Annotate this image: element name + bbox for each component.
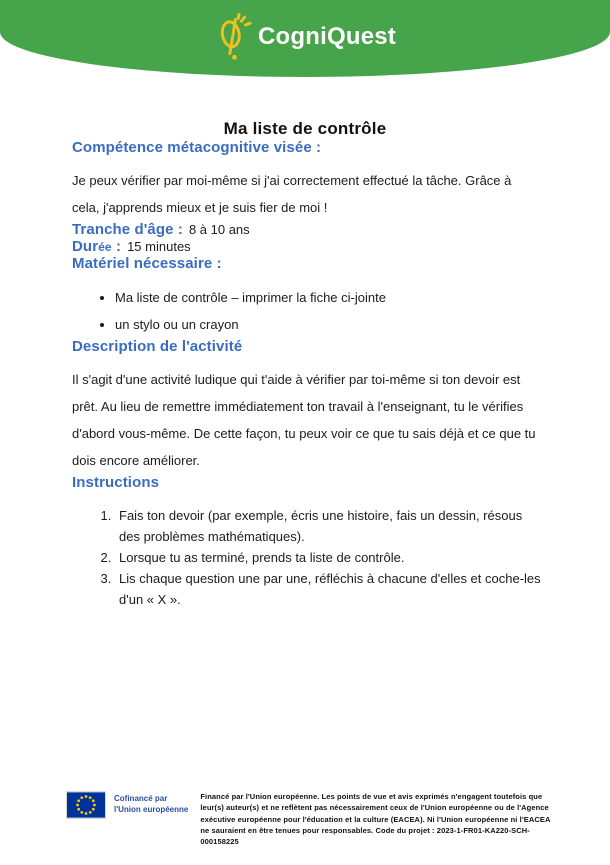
competence-text: Je peux vérifier par moi-même si j'ai correctement effectué la tâche. Grâce à cela, j'apprends mieux et je suis fier de moi !: [72, 173, 512, 215]
page-title: Ma liste de contrôle: [223, 119, 387, 138]
funding-disclaimer: Financé par l'Union européenne. Les points de vue et avis exprimés n'engagent toutefois que leur(s) auteur(s) et ne reflètent pas nécessairement ceux de l'Union européenne ou de l'Agence exécutive européenne pour l'éducation et la culture (EACEA). Ni l'Union européenne ni l'EACEA ne sauraient en être tenues pour responsables. Code du projet : 2023-1-FR01-KA220-SCH-000158225: [200, 792, 551, 846]
list-item: 2. Lorsque tu as terminé, prends ta liste de contrôle.: [115, 547, 542, 568]
brand-name: CogniQuest: [258, 22, 396, 50]
sprout-lightbulb-icon: [214, 13, 254, 61]
list-item: 3. Lis chaque question une par une, réfléchis à chacune d'elles et coche-les d'un « X ».: [115, 568, 542, 610]
section-heading-duration: [72, 238, 542, 255]
eu-flag-icon: [66, 791, 106, 819]
section-heading-description: Description de l'activité: [72, 338, 243, 355]
section-heading-instructions: Instructions: [72, 474, 160, 491]
eu-funding-footer: [66, 791, 554, 847]
document-body: [0, 139, 610, 610]
section-heading-competence: Compétence métacognitive visée :: [72, 139, 322, 156]
description-text: Il s'agit d'une activité ludique qui t'aide à vérifier par toi-même si ton devoir est prêt. Au lieu de remettre immédiatement ton travail à l'enseignant, tu le vérifies d'abord vous-même. De cette façon, tu peux voir ce que tu sais déjà et ce que tu dois encore améliorer.: [72, 372, 536, 468]
instructions-list: [72, 505, 542, 610]
list-item: • un stylo ou un crayon: [115, 311, 542, 338]
header-banner: [0, 0, 610, 77]
eu-cofunded-block: [66, 791, 188, 819]
section-heading-age: [72, 221, 542, 238]
eu-cofunded-label: [114, 794, 188, 816]
eu-label-line1: Cofinancé par: [114, 794, 168, 804]
age-value: 8 à 10 ans: [188, 222, 250, 237]
duration-label-end: ée: [98, 240, 112, 254]
duration-colon: :: [111, 238, 122, 255]
duration-label-start: Dur: [72, 238, 99, 255]
age-label: Tranche d'âge :: [72, 221, 183, 238]
section-heading-materials: Matériel nécessaire :: [72, 255, 222, 272]
brand: [214, 13, 396, 61]
materials-list: [72, 284, 542, 338]
duration-value: 15 minutes: [127, 239, 191, 254]
eu-label-line2: l'Union européenne: [114, 805, 189, 814]
list-item: • Ma liste de contrôle – imprimer la fiche ci-jointe: [115, 284, 542, 311]
list-item: 1. Fais ton devoir (par exemple, écris une histoire, fais un dessin, résous des problèmes mathématiques).: [115, 505, 542, 547]
